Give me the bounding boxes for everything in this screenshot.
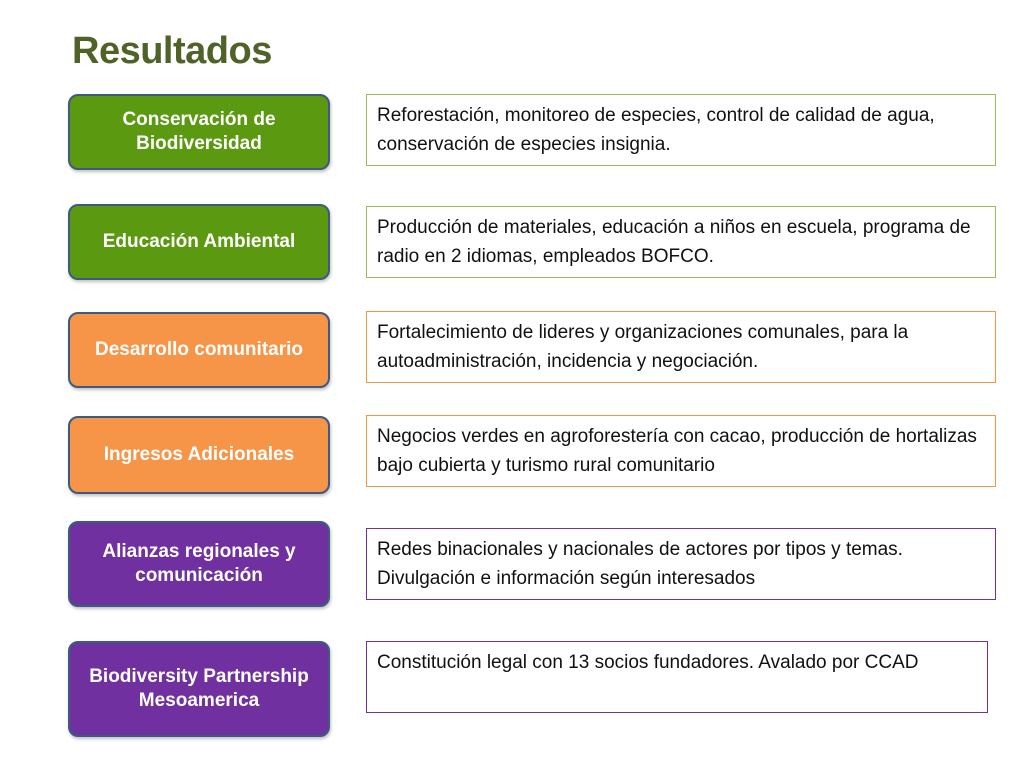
description-box: Reforestación, monitoreo de especies, control de calidad de agua, conservación de especies insignia.	[366, 94, 996, 166]
description-box: Producción de materiales, educación a niños en escuela, programa de radio en 2 idiomas, empleados BOFCO.	[366, 206, 996, 278]
category-label-box: Desarrollo comunitario	[68, 312, 330, 388]
description-box: Fortalecimiento de lideres y organizaciones comunales, para la autoadministración, incidencia y negociación.	[366, 311, 996, 383]
category-label-box: Ingresos Adicionales	[68, 416, 330, 494]
description-box: Constitución legal con 13 socios fundadores. Avalado por CCAD	[366, 641, 988, 713]
category-label-box: Biodiversity Partnership Mesoamerica	[68, 641, 330, 737]
page-title: Resultados	[72, 30, 272, 72]
category-label-box: Alianzas regionales y comunicación	[68, 521, 330, 607]
category-label-box: Educación Ambiental	[68, 204, 330, 280]
description-box: Negocios verdes en agroforestería con cacao, producción de hortalizas bajo cubierta y turismo rural comunitario	[366, 415, 996, 487]
description-box: Redes binacionales y nacionales de actores por tipos y temas. Divulgación e información según interesados	[366, 528, 996, 600]
category-label-box: Conservación de Biodiversidad	[68, 94, 330, 170]
